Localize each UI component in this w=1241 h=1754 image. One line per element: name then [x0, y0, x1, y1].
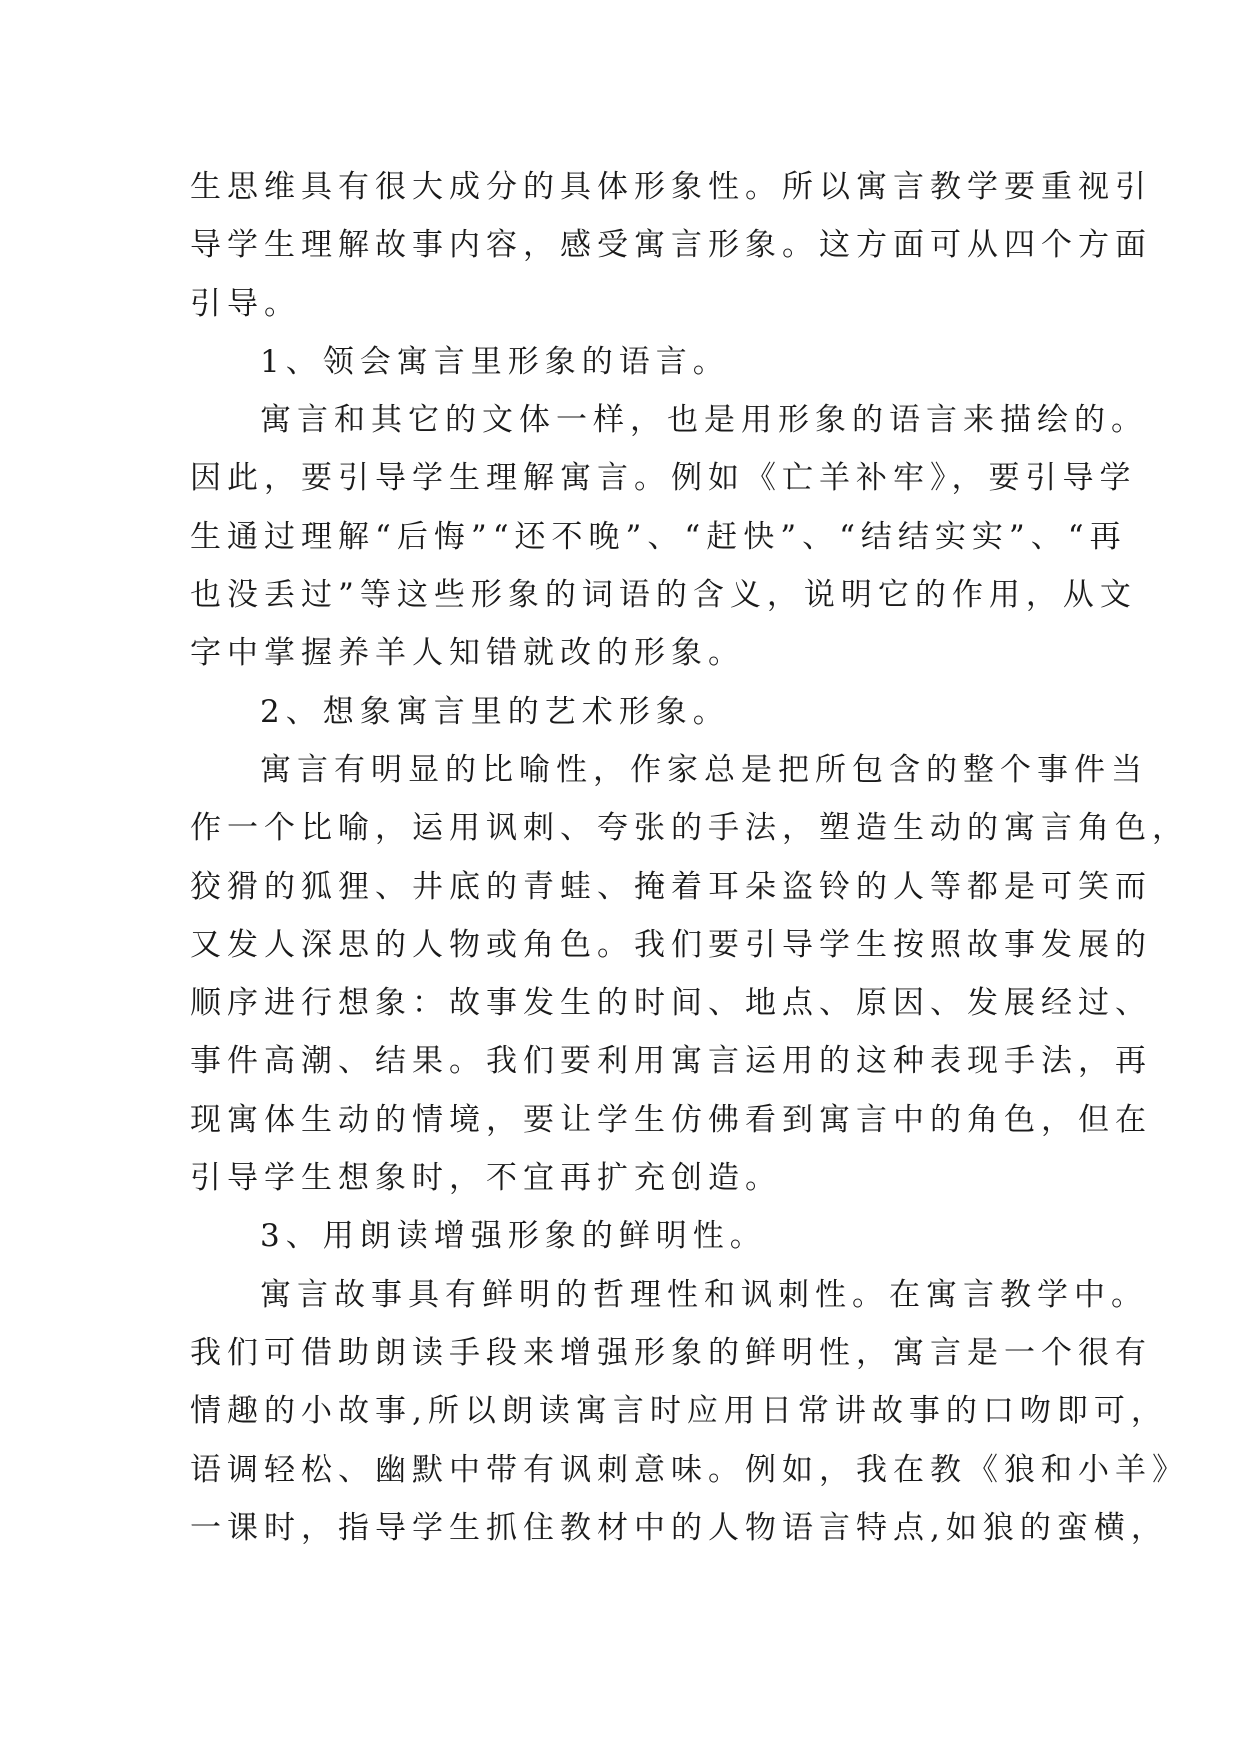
- section-heading-1: 1、领会寓言里形象的语言。: [260, 343, 730, 380]
- text-line-23: 语调轻松、幽默中带有讽刺意味。例如，我在教《狼和小羊》: [190, 1451, 1189, 1488]
- text-line-13: 狡猾的狐狸、井底的青蛙、掩着耳朵盗铃的人等都是可笑而: [190, 868, 1152, 905]
- text-line-17: 现寓体生动的情境，要让学生仿佛看到寓言中的角色，但在: [190, 1101, 1152, 1138]
- text-line-20: 寓言故事具有鲜明的哲理性和讽刺性。在寓言教学中。: [260, 1276, 1148, 1313]
- text-line-1: 生思维具有很大成分的具体形象性。所以寓言教学要重视引: [190, 169, 1152, 205]
- text-line-9: 字中掌握养羊人知错就改的形象。: [190, 635, 745, 672]
- text-line-14: 又发人深思的人物或角色。我们要引导学生按照故事发展的: [190, 926, 1152, 963]
- text-line-6: 因此，要引导学生理解寓言。例如《亡羊补牢》，要引导学: [190, 460, 1137, 497]
- text-line-7: 生通过理解“后悔”“还不晚”、“赶快”、“结结实实”、“再: [190, 518, 1127, 555]
- text-line-21: 我们可借助朗读手段来增强形象的鲜明性，寓言是一个很有: [190, 1334, 1152, 1371]
- text-line-22: 情趣的小故事,所以朗读寓言时应用日常讲故事的口吻即可，: [190, 1393, 1168, 1430]
- text-line-15: 顺序进行想象：故事发生的时间、地点、原因、发展经过、: [190, 985, 1152, 1022]
- text-line-18: 引导学生想象时，不宜再扩充创造。: [190, 1160, 782, 1197]
- body-text: [190, 158, 1189, 1557]
- text-line-24: 一课时，指导学生抓住教材中的人物语言特点,如狼的蛮横，: [190, 1509, 1168, 1546]
- section-heading-2: 2、想象寓言里的艺术形象。: [260, 693, 730, 730]
- text-line-3: 引导。: [190, 285, 301, 322]
- text-line-16: 事件高潮、结果。我们要利用寓言运用的这种表现手法，再: [190, 1043, 1152, 1080]
- text-line-2: 导学生理解故事内容，感受寓言形象。这方面可从四个方面: [190, 227, 1152, 264]
- text-line-5: 寓言和其它的文体一样，也是用形象的语言来描绘的。: [260, 402, 1148, 439]
- section-heading-3: 3、用朗读增强形象的鲜明性。: [260, 1218, 767, 1255]
- text-line-12: 作一个比喻，运用讽刺、夸张的手法，塑造生动的寓言角色，: [190, 810, 1189, 847]
- text-line-8: 也没丢过”等这些形象的词语的含义，说明它的作用，从文: [190, 577, 1137, 614]
- text-line-11: 寓言有明显的比喻性，作家总是把所包含的整个事件当: [260, 751, 1148, 788]
